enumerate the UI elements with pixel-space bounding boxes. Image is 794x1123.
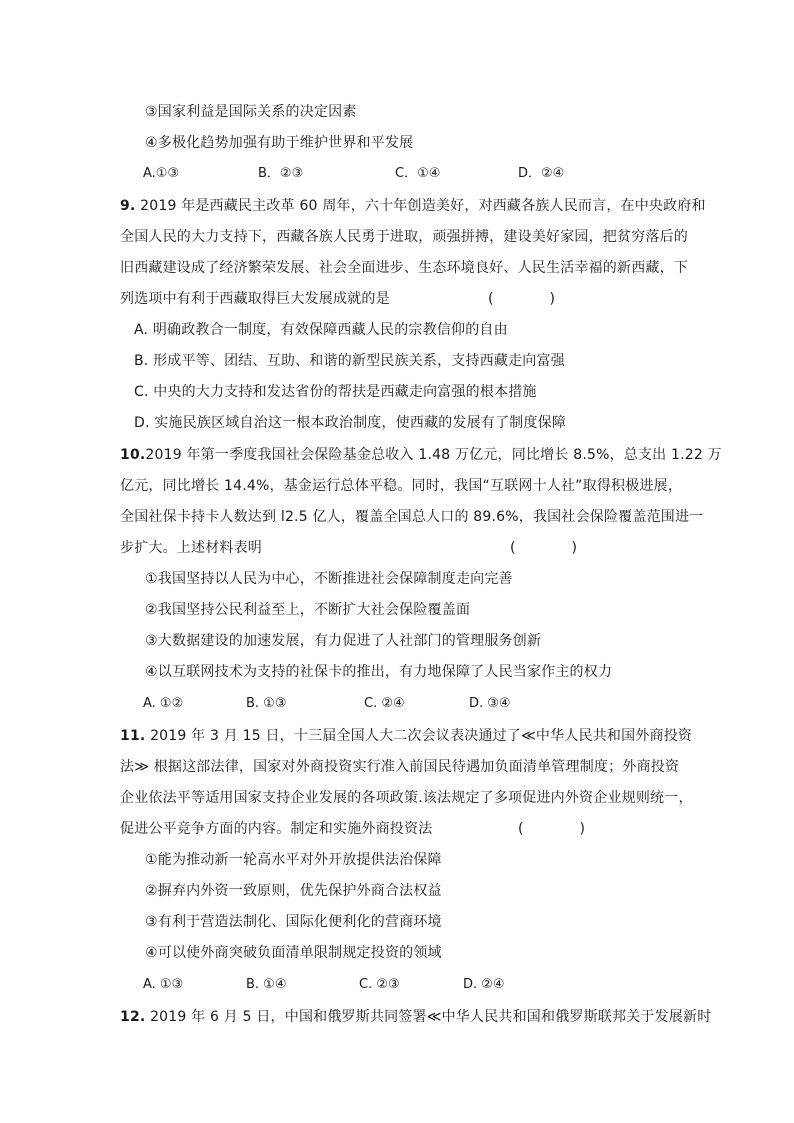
q9-answer-blank[interactable]: ( ) — [488, 291, 555, 307]
q11-answer-blank[interactable]: ( ) — [518, 821, 585, 837]
q8-choice-a[interactable]: A.①③ — [143, 166, 180, 181]
q10-item-4: ④以互联网技术为支持的社保卡的推出，有力地保障了人民当家作主的权力 — [145, 664, 613, 680]
q9-option-b[interactable]: B. 形成平等、团结、互助、和谐的新型民族关系，支持西藏走向富强 — [134, 353, 565, 369]
q10-stem-line-3: 全国社保卡持卡人数达到 l2.5 亿人，覆盖全国总人口的 89.6%，我国社会保险覆盖范围进一 — [120, 509, 704, 525]
q9-stem-line-1 — [120, 196, 706, 216]
q12-text: 2019 年 6 月 5 日，中国和俄罗斯共同签署≪中华人民共和国和俄罗斯联邦关于发展新时 — [150, 1009, 712, 1025]
q10-item-1: ①我国坚持以人民为中心，不断推进社会保障制度走向完善 — [145, 571, 513, 587]
q8-choice-d[interactable]: D．②④ — [518, 166, 565, 181]
q10-stem-line-2: 亿元，同比增长 14.4%，基金运行总体平稳。同时，我国“互联网十人社”取得积极进展， — [120, 478, 683, 494]
q10-text: 2019 年第一季度我国社会保险基金总收入 1.48 万亿元，同比增长 8.5%，总支出 1.22 万 — [145, 447, 722, 463]
q10-stem-line-4: 步扩大。上述材料表明 — [120, 540, 262, 556]
q9-option-d[interactable]: D. 实施民族区域自治这一根本政治制度，使西藏的发展有了制度保障 — [134, 415, 567, 431]
q11-item-3: ③有利于营造法制化、国际化便利化的营商环境 — [145, 914, 442, 930]
q11-text: 2019 年 3 月 15 日，十三届全国人大二次会议表决通过了≪中华人民共和国外商投资 — [150, 728, 693, 744]
q9-option-c[interactable]: C. 中央的大力支持和发达省份的帮扶是西藏走向富强的根本措施 — [134, 384, 537, 400]
q8-choice-c[interactable]: C．①④ — [395, 166, 441, 181]
q11-stem-line-3: 企业依法平等适用国家支持企业发展的各项政策.该法规定了多项促进内外资企业规则统一， — [120, 790, 693, 806]
q11-choice-b[interactable]: B. ①④ — [246, 977, 287, 992]
q9-number: 9. — [120, 198, 136, 214]
q10-item-3: ③大数据建设的加速发展，有力促进了人社部门的管理服务创新 — [145, 633, 542, 649]
q8-choice-b[interactable]: B．②③ — [258, 166, 304, 181]
q11-choice-c[interactable]: C. ②③ — [359, 977, 400, 992]
q11-item-1: ①能为推动新一轮高水平对外开放提供法治保障 — [145, 852, 442, 868]
q9-stem-line-3: 旧西藏建设成了经济繁荣发展、社会全面进步、生态环境良好、人民生活幸福的新西藏，下 — [120, 260, 688, 276]
q9-stem-line-4: 列选项中有利于西藏取得巨大发展成就的是 — [120, 291, 390, 307]
q11-stem-line-1 — [120, 726, 692, 746]
q8-item-3: ③国家利益是国际关系的决定因素 — [145, 104, 357, 120]
q11-stem-line-4: 促进公平竞争方面的内容。制定和实施外商投资法 — [120, 821, 433, 837]
q11-number: 11. — [120, 728, 146, 744]
q11-choice-a[interactable]: A. ①③ — [143, 977, 184, 992]
q10-stem-line-1 — [120, 445, 722, 465]
q9-stem-line-2: 全国人民的大力支持下，西藏各族人民勇于进取，顽强拼搏，建设美好家园，把贫穷落后的 — [120, 229, 688, 245]
q11-choice-d[interactable]: D. ②④ — [463, 977, 505, 992]
q10-choice-d[interactable]: D. ③④ — [469, 696, 511, 711]
q10-number: 10. — [120, 447, 146, 463]
q8-item-4: ④多极化趋势加强有助于维护世界和平发展 — [145, 135, 414, 151]
q9-text: 2019 年是西藏民主改革 60 周年，六十年创造美好，对西藏各族人民而言，在中央政府和 — [140, 198, 706, 214]
q12-number: 12. — [120, 1009, 146, 1025]
q10-choice-b[interactable]: B. ①③ — [246, 696, 287, 711]
q11-item-4: ④可以使外商突破负面清单限制规定投资的领域 — [145, 945, 442, 961]
q12-stem-line-1 — [120, 1007, 711, 1027]
q11-stem-line-2: 法≫ 根据这部法律，国家对外商投资实行准入前国民待遇加负面清单管理制度；外商投资 — [120, 759, 680, 775]
q10-choice-c[interactable]: C. ②④ — [364, 696, 405, 711]
q10-answer-blank[interactable]: ( ) — [510, 540, 577, 556]
q10-choice-a[interactable]: A. ①② — [143, 696, 184, 711]
q10-item-2: ②我国坚持公民利益至上，不断扩大社会保险覆盖面 — [145, 602, 471, 618]
q9-option-a[interactable]: A. 明确政教合一制度，有效保障西藏人民的宗教信仰的自由 — [134, 322, 508, 338]
q11-item-2: ②摒弃内外资一致原则，优先保护外商合法权益 — [145, 883, 442, 899]
